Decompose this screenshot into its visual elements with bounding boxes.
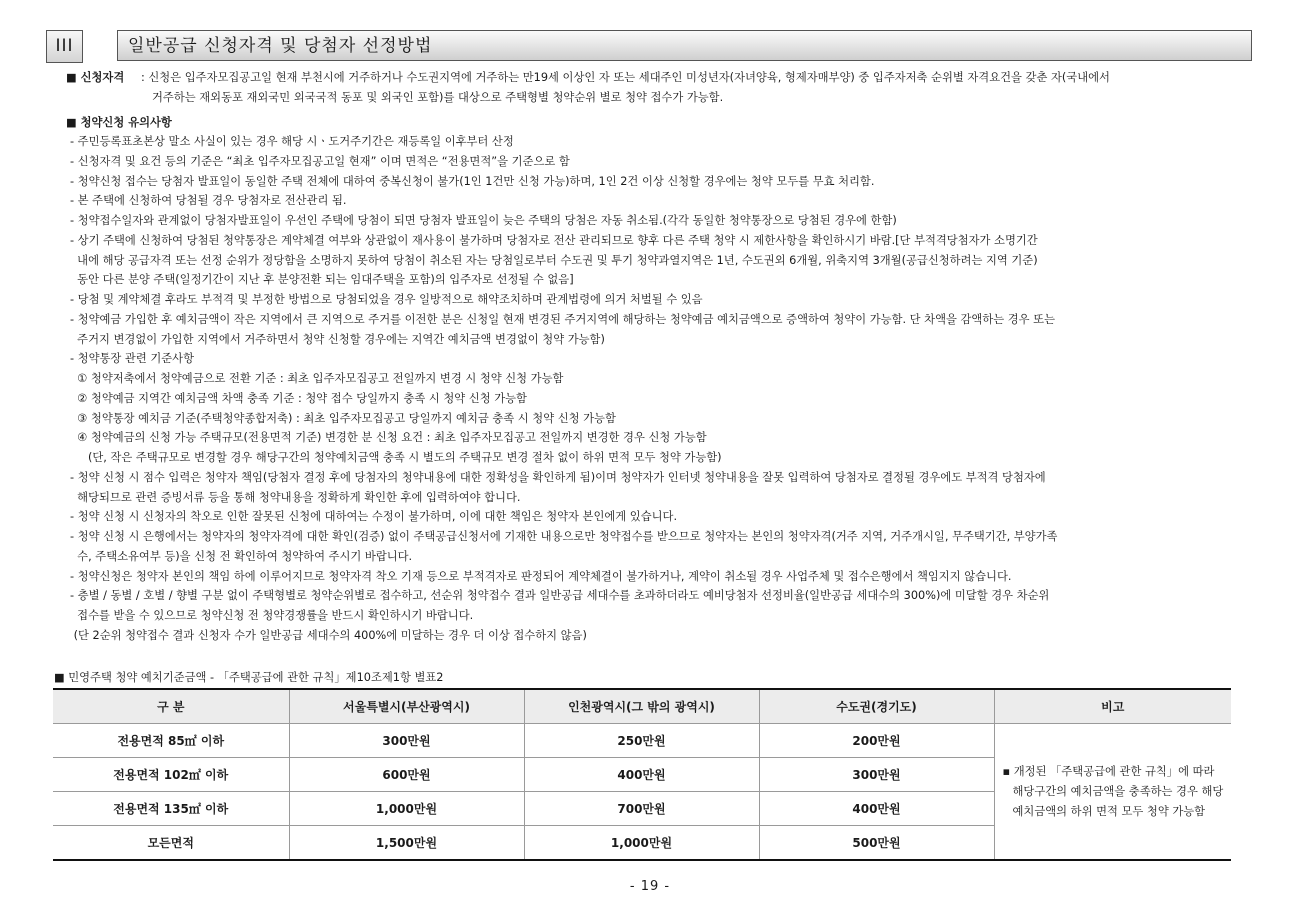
page-number: - 19 - xyxy=(629,879,671,894)
qualification-line-1: : 신청은 입주자모집공고일 현재 부천시에 거주하거나 수도권지역에 거주하는 만19세 이상인 자 또는 세대주인 미성년자(자녀양육, 형제자매부양) 중 입주자저축 순위별 자격요건을 갖춘 자(국내에서 xyxy=(141,71,1110,84)
table-row xyxy=(53,724,1231,758)
note-line: - 청약 신청 시 은행에서는 청약자의 청약자격에 대한 확인(검증) 없이 주택공급신청서에 기재한 내용으로만 청약접수를 받으므로 청약자는 본인의 청약자격(거주 지역, 거주개시일, 무주택기간, 부양가족 xyxy=(70,530,1058,543)
row-capital-value: 300만원 xyxy=(759,758,994,792)
note-line: - 청약접수일자와 관계없이 당첨자발표일이 우선인 주택에 당첨이 되면 당첨자 발표일이 늦은 주택의 당첨은 자동 취소됨.(각각 동일한 청약통장으로 당첨된 경우에 한함) xyxy=(70,214,897,227)
note-line: - 주민등록표초본상 말소 사실이 있는 경우 해당 시ㆍ도거주기간은 재등록일 이후부터 산정 xyxy=(70,135,514,148)
remarks-cell xyxy=(994,724,1231,861)
section-header xyxy=(46,30,1254,63)
qualification-line-2: 거주하는 재외동포 재외국민 외국국적 동포 및 외국인 포함)를 대상으로 주택형별 청약순위 별로 청약 접수가 가능함. xyxy=(152,91,724,104)
header-category: 구 분 xyxy=(53,689,289,724)
note-line: (단 2순위 청약접수 결과 신청자 수가 일반공급 세대수의 400%에 미달하는 경우 더 이상 접수하지 않음) xyxy=(70,628,587,642)
row-area: 모든면적 xyxy=(53,826,289,861)
row-seoul-value: 1,000만원 xyxy=(289,792,524,826)
note-line: - 당첨 및 계약체결 후라도 부적격 및 부정한 방법으로 당첨되었을 경우 일방적으로 해약조치하며 관계법령에 의거 처벌될 수 있음 xyxy=(70,293,703,306)
qualification-label: ■ 신청자격 xyxy=(66,71,125,84)
note-line: (단, 작은 주택규모로 변경할 경우 해당구간의 청약예치금액 충족 시 별도의 주택규모 변경 절차 없이 하위 면적 모두 청약 가능함) xyxy=(70,451,722,464)
row-seoul-value: 300만원 xyxy=(289,724,524,758)
row-area: 전용면적 135㎡ 이하 xyxy=(53,792,289,826)
note-line: - 신청자격 및 요건 등의 기준은 “최초 입주자모집공고일 현재” 이며 면적은 “전용면적”을 기준으로 함 xyxy=(70,154,570,168)
note-line: - 층별 / 동별 / 호별 / 향별 구분 없이 주택형별로 청약순위별로 접수하고, 선순위 청약접수 결과 일반공급 세대수를 초과하더라도 예비당첨자 선정비율(일반공급 세대수의 300%)에 미달할 경우 차순위 xyxy=(70,589,1050,603)
note-line: - 청약 신청 시 점수 입력은 청약자 책임(당첨자 결정 후에 당첨자의 청약내용에 대한 정확성을 확인하게 됨)이며 청약자가 인터넷 청약내용을 잘못 입력하여 당첨자로 결정될 경우에도 부적격 당첨자에 xyxy=(70,470,1046,484)
notes-heading: ■ 청약신청 유의사항 xyxy=(66,116,172,129)
row-seoul-value: 1,500만원 xyxy=(289,826,524,861)
note-line: 주거지 변경없이 가입한 지역에서 거주하면서 청약 신청할 경우에는 지역간 예치금액 변경없이 청약 가능함) xyxy=(70,332,605,346)
header-seoul: 서울특별시(부산광역시) xyxy=(289,689,524,724)
row-incheon-value: 700만원 xyxy=(524,792,759,826)
note-line: 내에 해당 공급자격 또는 선정 순위가 정당함을 소명하지 못하여 당첨이 취소된 자는 당첨일로부터 수도권 및 투기 청약과열지역은 1년, 수도권외 6개월, 위축지역 3개월(공급신청하려는 지역 기준) xyxy=(70,253,1038,267)
note-line: 해당되므로 관련 증빙서류 등을 통해 청약내용을 정확하게 확인한 후에 입력하여야 합니다. xyxy=(70,490,521,504)
header-capital-area: 수도권(경기도) xyxy=(759,689,994,724)
row-area: 전용면적 85㎡ 이하 xyxy=(53,724,289,758)
header-remarks: 비고 xyxy=(994,689,1231,724)
header-incheon: 인천광역시(그 밖의 광역시) xyxy=(524,689,759,724)
row-capital-value: 500만원 xyxy=(759,826,994,861)
note-line: - 청약 신청 시 신청자의 착오로 인한 잘못된 신청에 대하여는 수정이 불가하며, 이에 대한 책임은 청약자 본인에게 있습니다. xyxy=(70,510,678,524)
section-title: 일반공급 신청자격 및 당첨자 선정방법 xyxy=(117,30,1252,61)
row-incheon-value: 1,000만원 xyxy=(524,826,759,861)
note-line: - 청약예금 가입한 후 예치금액이 작은 지역에서 큰 지역으로 주거를 이전한 분은 신청일 현재 변경된 주거지역에 해당하는 청약예금 예치금액으로 증액하여 청약이 가능함. 단 차액을 감액하는 경우 또는 xyxy=(70,312,1055,326)
note-line: - 청약통장 관련 기준사항 xyxy=(70,352,194,366)
row-capital-value: 200만원 xyxy=(759,724,994,758)
note-line: - 본 주택에 신청하여 당첨될 경우 당첨자로 전산관리 됨. xyxy=(70,194,347,208)
note-line: - 청약신청은 청약자 본인의 책임 하에 이루어지므로 청약자격 착오 기재 등으로 부적격자로 판정되어 계약체결이 불가하거나, 계약이 취소될 경우 사업주체 및 접수은행에서 책임지지 않습니다. xyxy=(70,569,1012,583)
row-incheon-value: 250만원 xyxy=(524,724,759,758)
note-line: ① 청약저축에서 청약예금으로 전환 기준 : 최초 입주자모집공고 전일까지 변경 시 청약 신청 가능함 xyxy=(70,372,564,385)
note-line: ② 청약예금 지역간 예치금액 차액 충족 기준 : 청약 접수 당일까지 충족 시 청약 신청 가능함 xyxy=(70,391,527,405)
note-line: ③ 청약통장 예치금 기준(주택청약종합저축) : 최초 입주자모집공고 당일까지 예치금 충족 시 청약 신청 가능함 xyxy=(70,411,616,425)
deposit-table xyxy=(53,688,1231,861)
section-number: III xyxy=(46,30,83,63)
remarks-text: ▪ 개정된 「주택공급에 관한 규칙」에 따라 해당구간의 예치금액을 충족하는 경우 해당 예치금액의 하위 면적 모두 청약 가능함 xyxy=(1002,764,1224,818)
row-capital-value: 400만원 xyxy=(759,792,994,826)
note-line: ④ 청약예금의 신청 가능 주택규모(전용면적 기준) 변경한 분 신청 요건 : 최초 입주자모집공고 전일까지 변경한 경우 신청 가능함 xyxy=(70,431,707,445)
note-line: 수, 주택소유여부 등)을 신청 전 확인하여 청약하여 주시기 바랍니다. xyxy=(70,549,413,563)
row-seoul-value: 600만원 xyxy=(289,758,524,792)
note-line: - 청약신청 접수는 당첨자 발표일이 동일한 주택 전체에 대하여 중복신청이 불가(1인 1건만 신청 가능)하며, 1인 2건 이상 신청할 경우에는 청약 모두를 무효 처리함. xyxy=(70,174,875,188)
note-line: - 상기 주택에 신청하여 당첨된 청약통장은 계약체결 여부와 상관없이 재사용이 불가하며 당첨자로 전산 관리되므로 향후 다른 주택 청약 시 제한사항을 확인하시기 바람.[단 부적격당첨자가 소명기간 xyxy=(70,233,1038,247)
row-area: 전용면적 102㎡ 이하 xyxy=(53,758,289,792)
note-line: 동안 다른 분양 주택(일정기간이 지난 후 분양전환 되는 임대주택을 포함)의 입주자로 선정될 수 없음] xyxy=(70,273,574,287)
deposit-table-title: ■ 민영주택 청약 예치기준금액 - 「주택공급에 관한 규칙」제10조제1항 별표2 xyxy=(54,671,444,684)
note-line: 접수를 받을 수 있으므로 청약신청 전 청약경쟁률을 반드시 확인하시기 바랍니다. xyxy=(70,609,474,622)
row-incheon-value: 400만원 xyxy=(524,758,759,792)
table-header-row xyxy=(53,689,1231,724)
